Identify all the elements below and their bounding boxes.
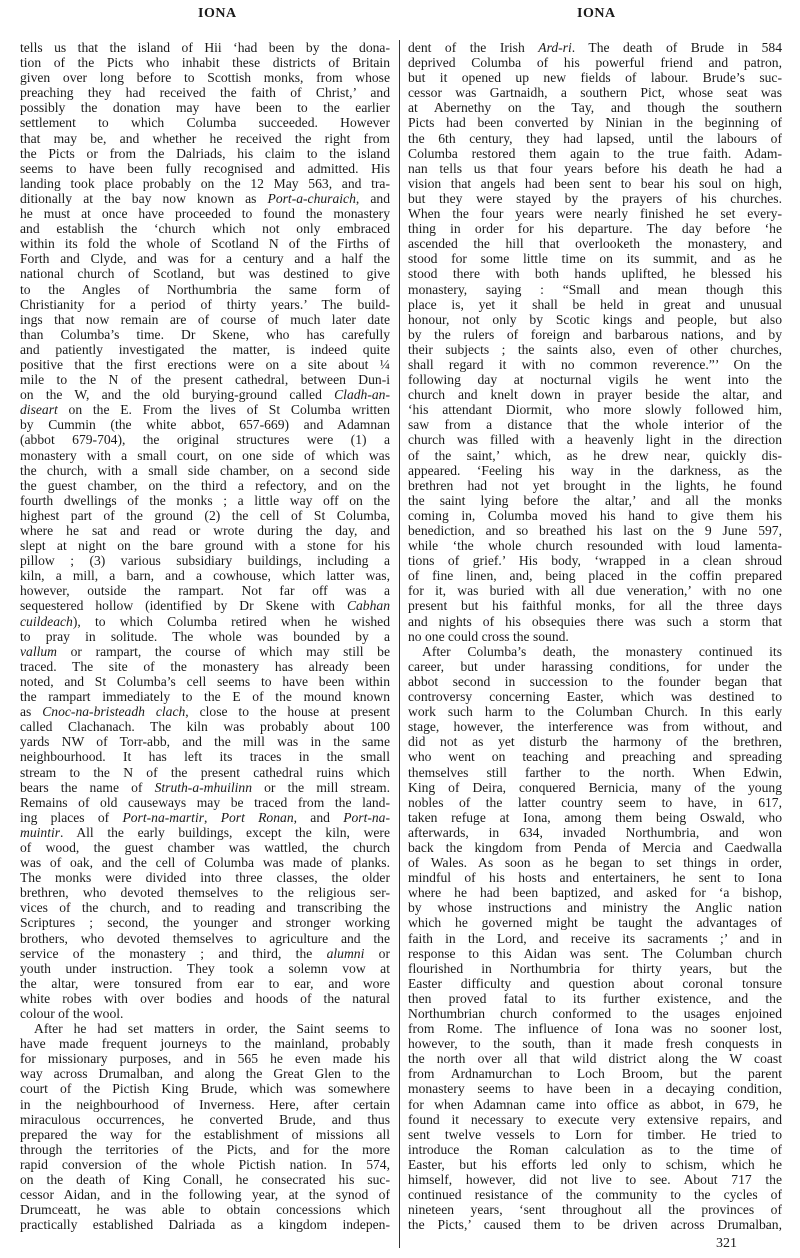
text-line [20,598,390,613]
text-line: of fine linen, and, being placed in the coffin prepared [408,568,782,584]
text-line: mile to the N of the present cathedral, between Dun-i [20,372,390,388]
text-line: through the territories of the Picts, and for the more [20,1141,390,1157]
text-line: ings that now remain are of course of much later date [20,311,390,327]
text-segment: service of the monastery ; and third, the [20,945,327,961]
text-line: Easter, but his efforts led only to schism, which he [408,1156,782,1172]
text-line: called Clachanach. The kiln was probably about 100 [20,719,390,735]
text-line: tion of the Picts who inhabit these districts of Britain [20,55,390,71]
text-line: did not as yet disturb the harmony of the brethren, [408,734,782,750]
text-line: response to this Aidan was sent. The Columban church [408,945,782,961]
text-line: themselves still farther to the north. When Edwin, [408,764,782,780]
text-line: he must at once have proceeded to found the monastery [20,206,390,222]
text-line: no one could cross the sound. [408,628,569,644]
page-number: 321 [716,1236,737,1251]
text-line: abbot second in succession to the founder began that [408,673,782,689]
column-divider [399,40,400,1248]
text-line: When the four years were nearly finished he set every- [408,206,782,222]
text-line: rapid conversion of the whole Pictish nation. In 574, [20,1156,390,1172]
text-line: The monks were divided into three classes, the older [20,870,390,886]
text-line [20,191,390,206]
text-column-right [408,40,782,1232]
text-line: After Columba’s death, the monastery continued its [422,643,782,659]
text-line: of wood, the guest chamber was wattled, the church [20,839,390,855]
italic-term: Ard-ri [538,40,572,55]
text-line [20,780,390,795]
text-line: career, but under harassing conditions, for under the [408,658,782,674]
text-line: (abbot 679-704), the original structures were (1) a [20,432,390,448]
text-line: himself, however, did not live to see. About 717 the [408,1172,782,1188]
text-line: faith in the Lord, and receive its sacraments ;’ and in [408,930,782,946]
text-line: however, outside the rampart. Not far off was a [20,583,390,599]
text-line: place is, yet it shall be held in great and unusual [408,296,782,312]
text-line: Columba restored them again to the true faith. Adam- [408,145,782,161]
text-line: stage, however, the interference was from without, and [408,719,782,735]
text-segment: on the W, and the old burying-ground called [20,387,335,403]
text-line: brethren, who devoted themselves to the religious ser- [20,885,390,901]
text-line: Northumbrian church conformed to the usages enjoined [408,1006,782,1021]
italic-term: Struth-a-mhuilinn [154,779,252,795]
text-line: positive that the first erections were on a site about ¼ [20,356,390,372]
italic-term: alumni [326,945,365,961]
text-line: landing took place probably on the 12 May 563, and tra- [20,175,390,191]
text-line: Scriptures ; second, the younger and stronger working [20,915,390,931]
text-segment: ing places of [20,809,123,825]
text-line: from Rome. The influence of Iona was no sooner lost, [408,1021,782,1037]
text-segment: or the mill stream. [252,779,390,795]
italic-term: Port-na-martir [122,809,205,825]
text-line: ascended the hill that overlooketh the monastery, and [408,236,782,252]
text-line: shall regard it with no common reverence.”’ On the [408,356,782,372]
text-line: court of the Pictish King Brude, which was somewhere [20,1081,390,1097]
text-line: of the saint,’ which, as he drew near, quickly dis- [408,447,782,463]
text-line: mindful of his hosts and entertainers, he sent to Iona [408,870,782,886]
text-line: within its fold the whole of Scotland N of the Firths of [20,236,390,252]
text-line: saw from a distance that the whole interior of the [408,417,782,433]
text-line: King of Deira, conquered Bernicia, many of the young [408,779,782,795]
text-column-left [20,40,390,1232]
text-line: their subjects ; the saints also, even of other churches, [408,341,782,357]
text-line: present but his faithful monks, for all the three days [408,598,782,614]
text-line: seems to have been fully recognised and admitted. His [20,160,390,176]
text-line: following day at nocturnal vigils he went into the [408,372,782,388]
text-line: the altar, were tonsured from ear to ear, and wore [20,975,390,991]
text-line: for it, was buried with all due veneration,’ with no one [408,583,782,599]
text-line: where he had been baptized, and asked for ‘a bishop, [408,885,782,901]
text-line: Drumceatt, he was able to obtain concessions which [20,1202,390,1218]
text-line: prepared the way for the establishment of missions all [20,1126,390,1142]
text-line: nineteen years, ‘sent throughout all the provinces of [408,1202,782,1218]
text-line: the guest chamber, on the third a refectory, and on the [20,477,390,493]
text-line: honour, not only by Scotic kings and people, but also [408,311,782,327]
italic-term: Port-na- [343,809,390,825]
italic-term: Cladh-an- [334,387,390,403]
text-line: for when Adamnan came into office as abbot, in 679, he [408,1096,782,1112]
text-line: church and knelt down in prayer beside the altar, and [408,387,782,403]
text-line: to the Angles of Northumbria the same form of [20,281,390,297]
text-line [408,40,782,55]
text-line: however, to the south, than it made fresh conquests in [408,1036,782,1052]
text-line [20,387,390,402]
text-segment: bears the name of [20,779,155,795]
text-line: nan tells us that four years before his death he had a [408,160,782,176]
text-line [20,825,390,840]
text-line: and nights of his obsequies there was such a storm that [408,613,782,629]
text-line: introduce the Roman calculation as to the time of [408,1141,782,1157]
text-line: noted, and St Columba’s cell seems to have been within [20,673,390,689]
text-line: but they were stayed by the prayers of his churches. [408,190,782,206]
text-line [20,704,390,719]
text-line: in the neighbourhood of Inverness. Here, after certain [20,1096,390,1112]
text-line: stream to the N of the present cathedral ruins which [20,764,390,780]
text-line: way across Drumalban, and along the Great Glen to the [20,1066,390,1082]
text-line [20,810,390,825]
text-line: the Picts,’ caused them to be driven across Drumalban, [408,1217,782,1233]
text-segment: or rampart, the course of which may still be [57,643,390,659]
text-line: and patiently investigated the matter, is indeed quite [20,341,390,357]
text-line: of Wales. As soon as he began to set things in order, [408,855,782,871]
text-line: kiln, a mill, a barn, and a cowhouse, which latter was, [20,568,390,584]
text-line [20,946,390,961]
text-line: vices of the church, and to reading and transcribing the [20,900,390,916]
text-segment: ditionally at the bay now known as [20,190,268,206]
italic-term: Cnoc-na-bristeadh clach [42,704,186,720]
text-line: by whose instructions and ministry the Anglic nation [408,900,782,916]
text-line: benediction, and so breathed his last on the 9 June 597, [408,523,782,538]
text-line: yards NW of Torr-abb, and the mill was in the same [20,734,390,750]
text-line: to pray in solitude. The whole was bounded by a [20,628,390,644]
text-line: brethren had not yet brought in the lights, he found [408,477,782,493]
text-line: monastery, saying : “Small and mean though this [408,281,782,297]
text-line: preaching they had received the faith of Christ,’ and [20,85,390,101]
italic-term: vallum [20,643,57,659]
paragraph [20,1021,390,1232]
text-line: stood for some little time on its summit, and as he [408,251,782,267]
text-line: have made frequent journeys to the mainland, probably [20,1036,390,1052]
text-line: possibly the donation may have been to the earlier [20,100,390,116]
text-line: the saint lying before the altar,’ and all the monks [408,492,782,508]
text-line: pillow ; (3) various subsidiary buildings, including a [20,553,390,569]
text-line: the north over all that wild district along the W coast [408,1051,782,1067]
italic-term: muintir [20,824,61,840]
text-line: which he governed might be taught the advantages of [408,915,782,931]
text-line [20,614,390,629]
text-line: for missionary purposes, and in 565 he even made his [20,1051,390,1067]
text-line: found it necessary to execute very extensive repairs, and [408,1111,782,1127]
running-header-left: IONA [198,6,237,21]
text-line: then proved fatal to its further existence, and the [408,990,782,1006]
text-line: while ‘the whole church resounded with loud lamenta- [408,538,782,554]
text-segment: , [204,809,221,825]
text-line: cessor was Gartnaidh, a southern Pict, whose seat was [408,85,782,101]
text-line: youth under instruction. They took a solemn vow at [20,960,390,976]
text-line: cessor Aidan, and in the following year, at the synod of [20,1187,390,1203]
text-line: coming in, Columba moved his hand to give them his [408,507,782,523]
text-line: tells us that the island of Hii ‘had been by the dona- [20,40,390,55]
text-line [20,402,390,417]
text-line: fourth dwellings of the monks ; a little way off on the [20,492,390,508]
text-line: appeared. ‘Feeling his way in the darkness, as the [408,462,782,478]
text-segment: , and [293,809,344,825]
text-line: the Picts or from the Dalriads, his claim to the island [20,145,390,161]
text-line: settlement to which Columba succeeded. However [20,115,390,131]
text-line: thing in order for his departure. The day before ‘he [408,221,782,237]
text-line: on the death of King Conall, he consecrated his suc- [20,1172,390,1188]
text-line: stood there with both hands uplifted, he blessed his [408,266,782,282]
running-header-right: IONA [577,6,616,21]
text-line: slept at night on the bare ground with a stone for his [20,538,390,554]
text-line: from Ardnamurchan to Loch Broom, but the parent [408,1066,782,1082]
text-line: Christianity for a period of thirty years.’ The build- [20,296,390,312]
text-segment: , and [355,190,390,206]
text-line: After he had set matters in order, the Saint seems to [34,1021,390,1037]
text-line: who went on teaching and preaching and spreading [408,749,782,765]
paragraph [408,40,782,644]
italic-term: Port Ronan [220,809,294,825]
text-line: monastery with a small court, on one side of which was [20,447,390,463]
text-line: traced. The site of the monastery has already been [20,658,390,674]
text-line: taken refuge at Iona, among them being Oswald, who [408,809,782,825]
text-line: continued resistance of the community to the cycles of [408,1187,782,1203]
text-line: that may be, and whether he received the right from [20,130,390,146]
text-segment: . All the early buildings, except the kiln, were [60,824,390,840]
text-line: ‘his attendant Diormit, who more slowly followed him, [408,402,782,418]
italic-term: Port-a-churaich [267,190,356,206]
text-segment: on the E. From the lives of St Columba written [57,402,390,418]
text-segment: , close to the house at present [185,704,390,720]
text-line: work such harm to the Columban Church. In this early [408,704,782,720]
text-line: highest part of the ground (2) the cell of St Columba, [20,507,390,523]
text-line: vision that angels had been sent to bear his soul on high, [408,175,782,191]
text-line: by the rulers of foreign and barbarous nations, and by [408,326,782,342]
text-segment: sequestered hollow (identified by Dr Skene with [20,598,347,614]
text-line: practically established Dalriada as a kingdom indepen- [20,1217,390,1233]
paragraph [408,644,782,1233]
text-line: colour of the wool. [20,1006,124,1021]
text-segment: ), to which Columba retired when he wished [72,613,390,629]
text-line: deprived Columba of his powerful friend and patron, [408,55,782,71]
text-line: Picts had been converted by Ninian in the beginning of [408,115,782,131]
text-segment: . The death of Brude in 584 [571,40,782,55]
text-line: Forth and Clyde, and was for a century and a half the [20,251,390,267]
text-line: given over long before to Scottish monks, from whose [20,70,390,86]
text-line [20,644,390,659]
italic-term: Cabhan [346,598,390,614]
text-line: where he sat and read or wrote during the day, and [20,523,390,538]
text-line: monastery seems to have been in a decaying condition, [408,1081,782,1097]
text-line: church was filled with a heavenly light in the direction [408,432,782,448]
text-line: by Cummin (the white abbot, 657-669) and Adamnan [20,417,390,433]
text-line: flourished in Northumbria for thirty years, but the [408,960,782,976]
text-line: Easter difficulty and question about coronal tonsure [408,975,782,991]
text-line: at Abernethy on the Tay, and though the southern [408,100,782,116]
text-line: than Columba’s time. Dr Skene, who has carefully [20,326,390,342]
text-line: the rampart immediately to the E of the mound known [20,689,390,705]
text-line: sent twelve vessels to Lorn for timber. He tried to [408,1126,782,1142]
italic-term: cuildeach [20,613,73,629]
text-segment: or [364,945,390,961]
text-segment: as [20,704,43,720]
text-segment: dent of the Irish [408,40,539,55]
text-line: afterwards, in 634, invaded Northumbria, and won [408,824,782,840]
text-line: national church of Scotland, but was destined to give [20,266,390,282]
text-line: neighbourhood. It has left its traces in the small [20,749,390,765]
text-line: Remains of old causeways may be traced from the land- [20,794,390,810]
text-line: nobles of the latter country seem to have, in 617, [408,794,782,810]
text-line: back the kingdom from Penda of Mercia and Caedwalla [408,839,782,855]
text-line: controversy concerning Easter, which was destined to [408,689,782,705]
italic-term: diseart [20,402,58,418]
text-line: and establish the ‘church which not only embraced [20,221,390,237]
text-line: brothers, who devoted themselves to agriculture and the [20,930,390,946]
text-line: white robes with over bodies and hoods of the natural [20,990,390,1006]
text-line: was of oak, and the cell of Columba was made of planks. [20,855,390,871]
text-line: the church, with a small side chamber, on a second side [20,462,390,478]
paragraph [20,40,390,1021]
text-line: but it opened up new fields of labour. Brude’s suc- [408,70,782,86]
text-line: the 6th century, they had lapsed, until the labours of [408,130,782,146]
text-line: miraculous occurrences, he converted Brude, and thus [20,1111,390,1127]
text-line: tions of grief.’ His body, ‘wrapped in a clean shroud [408,553,782,569]
